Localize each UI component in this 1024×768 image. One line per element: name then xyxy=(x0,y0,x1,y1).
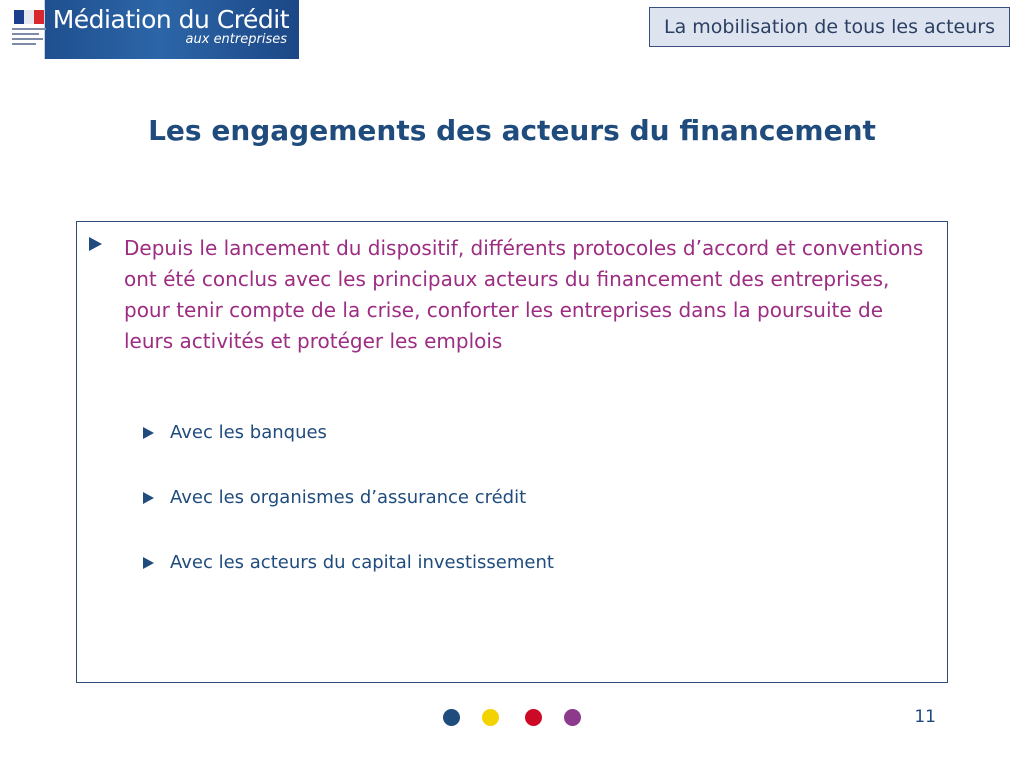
logo-title: Médiation du Crédit xyxy=(52,5,289,34)
logo-subtitle: aux entreprises xyxy=(185,32,287,47)
triangle-bullet-icon xyxy=(89,237,102,251)
sub-bullet-text: Avec les organismes d’assurance crédit xyxy=(170,487,527,508)
sub-bullet-banks xyxy=(143,421,327,445)
republique-francaise-emblem xyxy=(0,0,45,59)
purple-dot-icon xyxy=(564,709,581,726)
slide-title: Les engagements des acteurs du financement xyxy=(148,114,876,147)
blue-dot-icon xyxy=(443,709,460,726)
triangle-bullet-icon xyxy=(143,492,154,504)
sub-bullet-private-equity xyxy=(143,551,554,575)
red-dot-icon xyxy=(525,709,542,726)
triangle-bullet-icon xyxy=(143,427,154,439)
mediation-logo xyxy=(0,0,299,59)
sub-bullet-text: Avec les acteurs du capital investissement xyxy=(170,552,554,573)
french-flag-icon xyxy=(14,10,44,24)
yellow-dot-icon xyxy=(482,709,499,726)
decorative-dots xyxy=(443,709,583,727)
content-frame xyxy=(76,221,948,683)
sub-bullet-credit-insurance xyxy=(143,486,526,510)
section-topic-label: La mobilisation de tous les acteurs xyxy=(649,7,1010,47)
emblem-text-lines xyxy=(12,28,46,48)
logo-brand xyxy=(45,0,299,59)
sub-bullet-text: Avec les banques xyxy=(170,422,327,443)
main-bullet xyxy=(89,233,937,357)
triangle-bullet-icon xyxy=(143,557,154,569)
main-bullet-text: Depuis le lancement du dispositif, différents protocoles d’accord et conventions ont été conclus avec les principaux acteurs du financement des entreprises, pour tenir compte de la crise, conforter les entreprises dans la poursuite de leurs activités et protéger les emplois xyxy=(124,236,924,353)
page-number: 11 xyxy=(914,707,936,727)
